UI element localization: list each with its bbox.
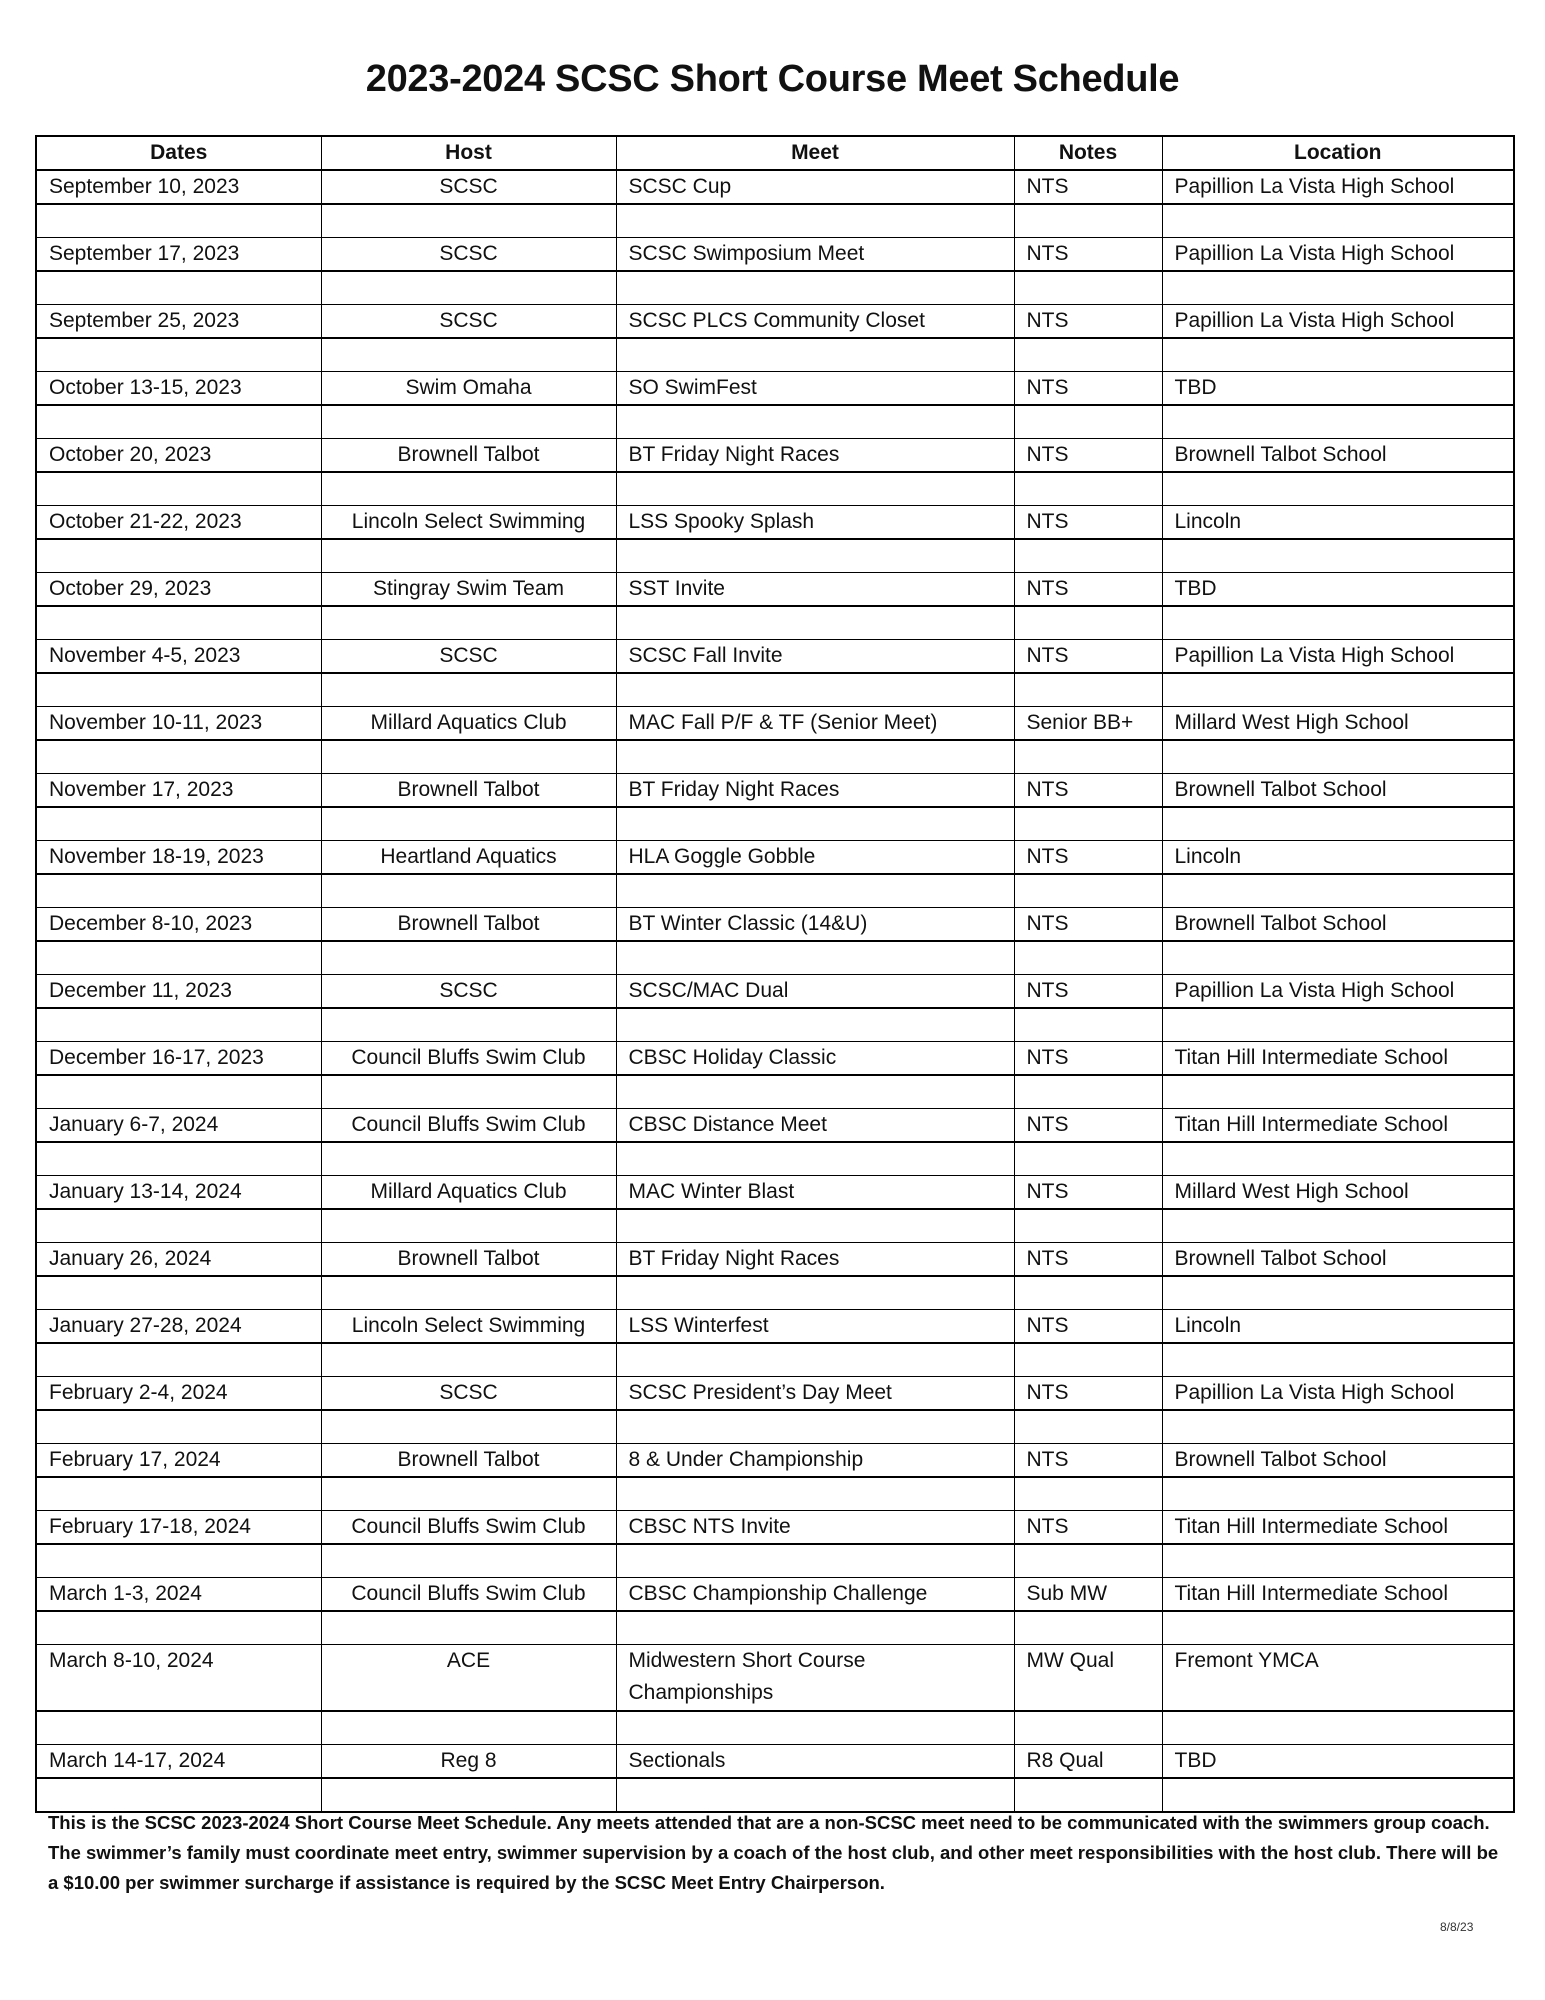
empty-cell <box>1162 1778 1514 1812</box>
empty-cell <box>1014 1611 1162 1645</box>
empty-cell <box>1014 271 1162 305</box>
empty-cell <box>36 1343 321 1377</box>
empty-cell <box>36 1075 321 1109</box>
cell-host: Millard Aquatics Club <box>321 1176 616 1210</box>
column-header-notes: Notes <box>1014 136 1162 170</box>
empty-cell <box>321 1611 616 1645</box>
blank-spacer-row <box>36 1075 1514 1109</box>
blank-spacer-row <box>36 874 1514 908</box>
empty-cell <box>1162 673 1514 707</box>
blank-spacer-row <box>36 271 1514 305</box>
blank-spacer-row <box>36 606 1514 640</box>
empty-cell <box>1162 1142 1514 1176</box>
empty-cell <box>321 606 616 640</box>
cell-notes: NTS <box>1014 1444 1162 1478</box>
blank-spacer-row <box>36 1343 1514 1377</box>
empty-cell <box>1162 941 1514 975</box>
cell-notes: NTS <box>1014 573 1162 607</box>
cell-host: Lincoln Select Swimming <box>321 506 616 540</box>
empty-cell <box>321 405 616 439</box>
empty-cell <box>36 1477 321 1511</box>
cell-notes: Sub MW <box>1014 1578 1162 1612</box>
empty-cell <box>616 941 1014 975</box>
empty-cell <box>36 1410 321 1444</box>
cell-notes: MW Qual <box>1014 1645 1162 1712</box>
cell-notes: Senior BB+ <box>1014 707 1162 741</box>
table-row <box>36 1243 1514 1277</box>
cell-dates: September 25, 2023 <box>36 305 321 339</box>
empty-cell <box>321 1711 616 1745</box>
empty-cell <box>1162 204 1514 238</box>
cell-host: SCSC <box>321 1377 616 1411</box>
cell-dates: February 17-18, 2024 <box>36 1511 321 1545</box>
cell-meet: BT Friday Night Races <box>616 439 1014 473</box>
empty-cell <box>1162 1611 1514 1645</box>
empty-cell <box>1162 1410 1514 1444</box>
cell-dates: January 6-7, 2024 <box>36 1109 321 1143</box>
empty-cell <box>616 1410 1014 1444</box>
cell-notes: NTS <box>1014 170 1162 204</box>
cell-dates: March 8-10, 2024 <box>36 1645 321 1712</box>
cell-host: Heartland Aquatics <box>321 841 616 875</box>
table-row <box>36 170 1514 204</box>
empty-cell <box>1162 606 1514 640</box>
empty-cell <box>1162 1008 1514 1042</box>
cell-dates: January 26, 2024 <box>36 1243 321 1277</box>
empty-cell <box>1014 1075 1162 1109</box>
cell-host: ACE <box>321 1645 616 1712</box>
cell-notes: NTS <box>1014 1176 1162 1210</box>
empty-cell <box>321 1343 616 1377</box>
cell-host: Millard Aquatics Club <box>321 707 616 741</box>
empty-cell <box>36 204 321 238</box>
empty-cell <box>1162 1544 1514 1578</box>
empty-cell <box>616 1544 1014 1578</box>
cell-dates: September 10, 2023 <box>36 170 321 204</box>
cell-dates: December 16-17, 2023 <box>36 1042 321 1076</box>
cell-meet: CBSC Holiday Classic <box>616 1042 1014 1076</box>
table-row <box>36 1645 1514 1712</box>
cell-meet: Midwestern Short Course Championships <box>616 1645 1014 1712</box>
cell-dates: November 10-11, 2023 <box>36 707 321 741</box>
empty-cell <box>616 1711 1014 1745</box>
cell-host: SCSC <box>321 170 616 204</box>
cell-meet: MAC Winter Blast <box>616 1176 1014 1210</box>
empty-cell <box>36 740 321 774</box>
empty-cell <box>1014 673 1162 707</box>
column-header-meet: Meet <box>616 136 1014 170</box>
table-row <box>36 305 1514 339</box>
empty-cell <box>321 673 616 707</box>
cell-dates: November 4-5, 2023 <box>36 640 321 674</box>
cell-location: Papillion La Vista High School <box>1162 1377 1514 1411</box>
cell-location: Titan Hill Intermediate School <box>1162 1109 1514 1143</box>
empty-cell <box>616 1477 1014 1511</box>
empty-cell <box>1014 1343 1162 1377</box>
cell-notes: NTS <box>1014 372 1162 406</box>
empty-cell <box>1162 338 1514 372</box>
cell-location: Lincoln <box>1162 841 1514 875</box>
blank-spacer-row <box>36 472 1514 506</box>
table-row <box>36 707 1514 741</box>
cell-notes: NTS <box>1014 1310 1162 1344</box>
cell-notes: NTS <box>1014 975 1162 1009</box>
empty-cell <box>616 204 1014 238</box>
empty-cell <box>616 606 1014 640</box>
empty-cell <box>1014 472 1162 506</box>
empty-cell <box>1014 1276 1162 1310</box>
cell-location: Brownell Talbot School <box>1162 908 1514 942</box>
cell-location: TBD <box>1162 1745 1514 1779</box>
empty-cell <box>321 740 616 774</box>
empty-cell <box>321 1544 616 1578</box>
cell-meet: BT Friday Night Races <box>616 774 1014 808</box>
cell-notes: NTS <box>1014 774 1162 808</box>
empty-cell <box>36 1611 321 1645</box>
cell-notes: NTS <box>1014 1042 1162 1076</box>
empty-cell <box>1014 1142 1162 1176</box>
empty-cell <box>321 539 616 573</box>
blank-spacer-row <box>36 1410 1514 1444</box>
blank-spacer-row <box>36 1611 1514 1645</box>
cell-host: Council Bluffs Swim Club <box>321 1042 616 1076</box>
cell-dates: December 11, 2023 <box>36 975 321 1009</box>
empty-cell <box>321 271 616 305</box>
empty-cell <box>616 1209 1014 1243</box>
blank-spacer-row <box>36 1209 1514 1243</box>
blank-spacer-row <box>36 673 1514 707</box>
cell-meet: SCSC Fall Invite <box>616 640 1014 674</box>
empty-cell <box>1014 539 1162 573</box>
blank-spacer-row <box>36 405 1514 439</box>
cell-dates: January 13-14, 2024 <box>36 1176 321 1210</box>
cell-notes: NTS <box>1014 1109 1162 1143</box>
empty-cell <box>321 204 616 238</box>
cell-meet: CBSC NTS Invite <box>616 1511 1014 1545</box>
cell-location: Papillion La Vista High School <box>1162 238 1514 272</box>
empty-cell <box>321 941 616 975</box>
empty-cell <box>36 271 321 305</box>
empty-cell <box>616 539 1014 573</box>
cell-dates: March 1-3, 2024 <box>36 1578 321 1612</box>
cell-host: Brownell Talbot <box>321 439 616 473</box>
empty-cell <box>36 673 321 707</box>
cell-host: Brownell Talbot <box>321 1444 616 1478</box>
empty-cell <box>1162 405 1514 439</box>
empty-cell <box>36 1008 321 1042</box>
empty-cell <box>36 941 321 975</box>
empty-cell <box>616 1075 1014 1109</box>
empty-cell <box>321 807 616 841</box>
cell-meet: SCSC/MAC Dual <box>616 975 1014 1009</box>
table-row <box>36 1109 1514 1143</box>
empty-cell <box>36 405 321 439</box>
cell-location: Papillion La Vista High School <box>1162 170 1514 204</box>
cell-notes: NTS <box>1014 908 1162 942</box>
cell-dates: September 17, 2023 <box>36 238 321 272</box>
cell-meet: MAC Fall P/F & TF (Senior Meet) <box>616 707 1014 741</box>
cell-location: Lincoln <box>1162 506 1514 540</box>
table-header-row <box>36 136 1514 170</box>
cell-host: SCSC <box>321 640 616 674</box>
cell-notes: NTS <box>1014 305 1162 339</box>
cell-dates: October 29, 2023 <box>36 573 321 607</box>
cell-host: SCSC <box>321 975 616 1009</box>
cell-location: Brownell Talbot School <box>1162 774 1514 808</box>
cell-location: Titan Hill Intermediate School <box>1162 1511 1514 1545</box>
cell-notes: NTS <box>1014 1377 1162 1411</box>
table-row <box>36 1578 1514 1612</box>
cell-meet: 8 & Under Championship <box>616 1444 1014 1478</box>
empty-cell <box>1014 606 1162 640</box>
empty-cell <box>36 539 321 573</box>
empty-cell <box>616 1142 1014 1176</box>
empty-cell <box>616 405 1014 439</box>
cell-meet: SCSC President’s Day Meet <box>616 1377 1014 1411</box>
empty-cell <box>1162 1477 1514 1511</box>
empty-cell <box>36 606 321 640</box>
cell-meet: LSS Spooky Splash <box>616 506 1014 540</box>
cell-dates: January 27-28, 2024 <box>36 1310 321 1344</box>
empty-cell <box>616 1008 1014 1042</box>
empty-cell <box>321 1276 616 1310</box>
cell-dates: October 20, 2023 <box>36 439 321 473</box>
cell-location: Lincoln <box>1162 1310 1514 1344</box>
table-row <box>36 573 1514 607</box>
empty-cell <box>321 1142 616 1176</box>
revision-date: 8/8/23 <box>1440 1920 1474 1934</box>
cell-location: Papillion La Vista High School <box>1162 640 1514 674</box>
cell-host: Stingray Swim Team <box>321 573 616 607</box>
cell-host: Lincoln Select Swimming <box>321 1310 616 1344</box>
empty-cell <box>616 740 1014 774</box>
cell-location: Papillion La Vista High School <box>1162 975 1514 1009</box>
cell-host: Council Bluffs Swim Club <box>321 1109 616 1143</box>
empty-cell <box>1014 874 1162 908</box>
empty-cell <box>1014 1711 1162 1745</box>
empty-cell <box>616 1343 1014 1377</box>
cell-location: TBD <box>1162 372 1514 406</box>
empty-cell <box>1014 941 1162 975</box>
blank-spacer-row <box>36 1477 1514 1511</box>
empty-cell <box>1014 338 1162 372</box>
empty-cell <box>1162 874 1514 908</box>
cell-host: Council Bluffs Swim Club <box>321 1511 616 1545</box>
empty-cell <box>1162 1209 1514 1243</box>
empty-cell <box>321 1477 616 1511</box>
cell-notes: NTS <box>1014 238 1162 272</box>
empty-cell <box>1162 807 1514 841</box>
table-row <box>36 841 1514 875</box>
empty-cell <box>36 1711 321 1745</box>
meet-schedule-table <box>35 135 1515 1813</box>
empty-cell <box>616 1276 1014 1310</box>
empty-cell <box>1014 1209 1162 1243</box>
table-row <box>36 774 1514 808</box>
blank-spacer-row <box>36 338 1514 372</box>
table-row <box>36 975 1514 1009</box>
cell-host: Brownell Talbot <box>321 908 616 942</box>
table-row <box>36 1444 1514 1478</box>
cell-dates: February 17, 2024 <box>36 1444 321 1478</box>
empty-cell <box>1162 472 1514 506</box>
cell-dates: March 14-17, 2024 <box>36 1745 321 1779</box>
table-row <box>36 1176 1514 1210</box>
blank-spacer-row <box>36 807 1514 841</box>
empty-cell <box>321 874 616 908</box>
empty-cell <box>1014 405 1162 439</box>
empty-cell <box>616 673 1014 707</box>
empty-cell <box>616 338 1014 372</box>
blank-spacer-row <box>36 740 1514 774</box>
empty-cell <box>616 271 1014 305</box>
cell-meet: SCSC PLCS Community Closet <box>616 305 1014 339</box>
blank-spacer-row <box>36 204 1514 238</box>
table-row <box>36 439 1514 473</box>
cell-host: SCSC <box>321 305 616 339</box>
empty-cell <box>1162 1075 1514 1109</box>
cell-meet: LSS Winterfest <box>616 1310 1014 1344</box>
empty-cell <box>616 472 1014 506</box>
empty-cell <box>1162 539 1514 573</box>
empty-cell <box>616 1611 1014 1645</box>
blank-spacer-row <box>36 1711 1514 1745</box>
empty-cell <box>1014 807 1162 841</box>
table-row <box>36 1745 1514 1779</box>
cell-host: SCSC <box>321 238 616 272</box>
empty-cell <box>36 1544 321 1578</box>
footer-note: This is the SCSC 2023-2024 Short Course Meet Schedule. Any meets attended that are a non-SCSC meet need to be communicated with the swimmers group coach. The swimmer’s family must coordinate meet entry, swimmer supervision by a coach of the host club, and other meet responsibilities with the host club. There will be a $10.00 per swimmer surcharge if assistance is required by the SCSC Meet Entry Chairperson. <box>48 1812 1499 1893</box>
cell-meet: SST Invite <box>616 573 1014 607</box>
table-row <box>36 238 1514 272</box>
cell-notes: NTS <box>1014 1511 1162 1545</box>
cell-host: Brownell Talbot <box>321 774 616 808</box>
empty-cell <box>36 874 321 908</box>
cell-meet: SO SwimFest <box>616 372 1014 406</box>
cell-dates: December 8-10, 2023 <box>36 908 321 942</box>
cell-host: Reg 8 <box>321 1745 616 1779</box>
table-row <box>36 640 1514 674</box>
blank-spacer-row <box>36 539 1514 573</box>
cell-location: Brownell Talbot School <box>1162 1444 1514 1478</box>
table-row <box>36 1511 1514 1545</box>
empty-cell <box>321 1410 616 1444</box>
empty-cell <box>1162 1711 1514 1745</box>
empty-cell <box>36 1276 321 1310</box>
cell-location: TBD <box>1162 573 1514 607</box>
empty-cell <box>36 338 321 372</box>
cell-location: Titan Hill Intermediate School <box>1162 1042 1514 1076</box>
empty-cell <box>1162 1343 1514 1377</box>
empty-cell <box>36 1142 321 1176</box>
cell-meet: SCSC Swimposium Meet <box>616 238 1014 272</box>
cell-location: Millard West High School <box>1162 1176 1514 1210</box>
empty-cell <box>1162 1276 1514 1310</box>
cell-meet: Sectionals <box>616 1745 1014 1779</box>
empty-cell <box>1014 1544 1162 1578</box>
cell-dates: November 18-19, 2023 <box>36 841 321 875</box>
blank-spacer-row <box>36 1544 1514 1578</box>
cell-location: Fremont YMCA <box>1162 1645 1514 1712</box>
empty-cell <box>1014 740 1162 774</box>
empty-cell <box>1014 1008 1162 1042</box>
table-row <box>36 372 1514 406</box>
empty-cell <box>616 1778 1014 1812</box>
cell-meet: BT Winter Classic (14&U) <box>616 908 1014 942</box>
blank-spacer-row <box>36 1008 1514 1042</box>
blank-spacer-row <box>36 1142 1514 1176</box>
cell-meet: SCSC Cup <box>616 170 1014 204</box>
blank-spacer-row <box>36 941 1514 975</box>
cell-notes: NTS <box>1014 506 1162 540</box>
cell-notes: R8 Qual <box>1014 1745 1162 1779</box>
cell-notes: NTS <box>1014 640 1162 674</box>
cell-location: Brownell Talbot School <box>1162 439 1514 473</box>
empty-cell <box>36 1778 321 1812</box>
empty-cell <box>1162 271 1514 305</box>
empty-cell <box>321 1778 616 1812</box>
cell-notes: NTS <box>1014 1243 1162 1277</box>
cell-host: Council Bluffs Swim Club <box>321 1578 616 1612</box>
empty-cell <box>36 807 321 841</box>
table-row <box>36 506 1514 540</box>
empty-cell <box>616 874 1014 908</box>
cell-location: Brownell Talbot School <box>1162 1243 1514 1277</box>
cell-location: Titan Hill Intermediate School <box>1162 1578 1514 1612</box>
empty-cell <box>321 472 616 506</box>
empty-cell <box>1014 1778 1162 1812</box>
cell-location: Millard West High School <box>1162 707 1514 741</box>
table-row <box>36 1310 1514 1344</box>
page-title: 2023-2024 SCSC Short Course Meet Schedule <box>365 58 1180 100</box>
cell-meet: HLA Goggle Gobble <box>616 841 1014 875</box>
table-body <box>36 170 1514 1812</box>
empty-cell <box>1014 204 1162 238</box>
cell-dates: February 2-4, 2024 <box>36 1377 321 1411</box>
table-row <box>36 1377 1514 1411</box>
cell-meet: CBSC Championship Challenge <box>616 1578 1014 1612</box>
empty-cell <box>36 1209 321 1243</box>
empty-cell <box>616 807 1014 841</box>
column-header-location: Location <box>1162 136 1514 170</box>
column-header-host: Host <box>321 136 616 170</box>
empty-cell <box>321 338 616 372</box>
table-row <box>36 908 1514 942</box>
empty-cell <box>1162 740 1514 774</box>
blank-spacer-row <box>36 1276 1514 1310</box>
cell-notes: NTS <box>1014 439 1162 473</box>
cell-dates: November 17, 2023 <box>36 774 321 808</box>
empty-cell <box>321 1209 616 1243</box>
empty-cell <box>321 1075 616 1109</box>
cell-dates: October 13-15, 2023 <box>36 372 321 406</box>
cell-meet: CBSC Distance Meet <box>616 1109 1014 1143</box>
empty-cell <box>1014 1477 1162 1511</box>
table-row <box>36 1042 1514 1076</box>
cell-dates: October 21-22, 2023 <box>36 506 321 540</box>
empty-cell <box>36 472 321 506</box>
empty-cell <box>1014 1410 1162 1444</box>
cell-meet: BT Friday Night Races <box>616 1243 1014 1277</box>
cell-host: Brownell Talbot <box>321 1243 616 1277</box>
cell-notes: NTS <box>1014 841 1162 875</box>
empty-cell <box>321 1008 616 1042</box>
cell-host: Swim Omaha <box>321 372 616 406</box>
blank-spacer-row <box>36 1778 1514 1812</box>
column-header-dates: Dates <box>36 136 321 170</box>
cell-location: Papillion La Vista High School <box>1162 305 1514 339</box>
